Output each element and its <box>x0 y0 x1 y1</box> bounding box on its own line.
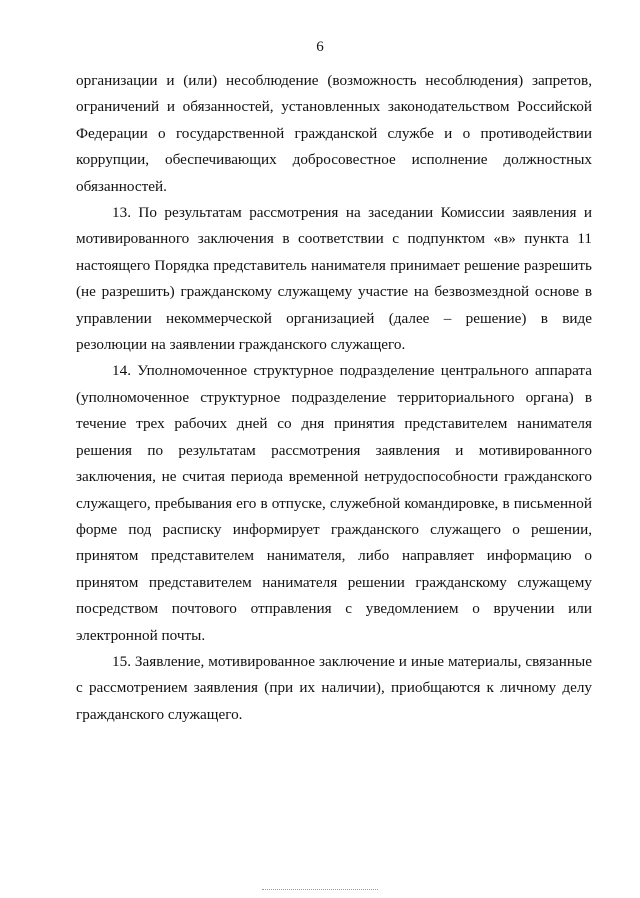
paragraph-continuation: организации и (или) несоблюдение (возможность несоблюдения) запретов, ограничений и обязанностей, установленных законодательством Российской Федерации о государственной гражданской службе и о противодействии коррупции, обеспечивающих добросовестное исполнение должностных обязанностей. <box>76 72 592 195</box>
scan-bottom-mark <box>262 889 378 890</box>
document-body <box>76 68 592 728</box>
paragraph-15: 15. Заявление, мотивированное заключение и иные материалы, связанные с рассмотрением заявления (при их наличии), приобщаются к личному делу гражданского служащего. <box>76 652 592 723</box>
page-number: 6 <box>316 39 324 55</box>
paragraph-13: 13. По результатам рассмотрения на заседании Комиссии заявления и мотивированного заключения в соответствии с подпунктом «в» пункта 11 настоящего Порядка представитель нанимателя принимает решение разрешить (не разрешить) гражданскому служащему участие на безвозмездной основе в управлении некоммерческой организацией (далее – решение) в виде резолюции на заявлении гражданского служащего. <box>76 204 592 354</box>
paragraph-14: 14. Уполномоченное структурное подразделение центрального аппарата (уполномоченное структурное подразделение территориального органа) в течение трех рабочих дней со дня принятия представителем нанимателя решения по результатам рассмотрения заявления и мотивированного заключения, не считая периода временной нетрудоспособности гражданского служащего, пребывания его в отпуске, служебной командировке, в письменной форме под расписку информирует гражданского служащего о решении, принятом представителем нанимателя, либо направляет информацию о принятом представителем нанимателя решении гражданскому служащему посредством почтового отправления с уведомлением о вручении или электронной почты. <box>76 362 592 644</box>
